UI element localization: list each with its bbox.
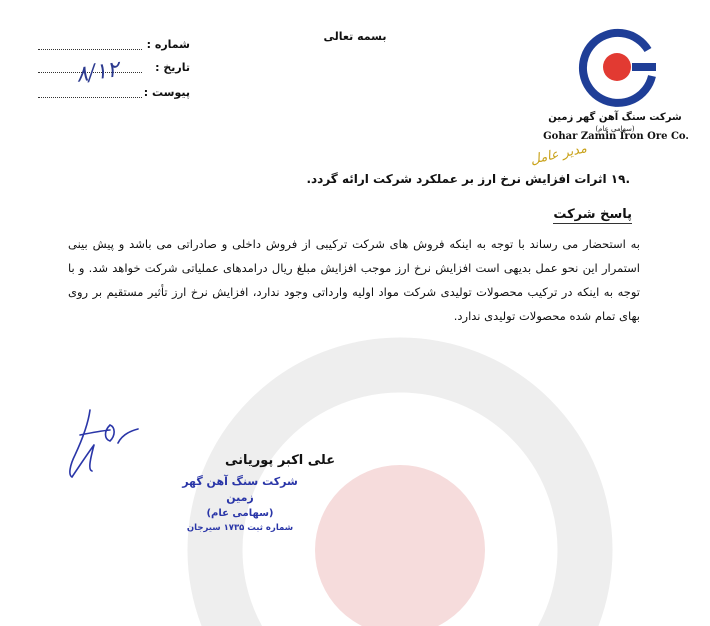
number-dots xyxy=(38,49,142,50)
number-field xyxy=(30,38,190,54)
watermark-dot xyxy=(315,465,485,626)
stamp-line-2: (سهامی عام) xyxy=(206,508,274,519)
stamp-line-1: شرکت سنگ آهن گهر زمین xyxy=(182,475,298,504)
basmala: بسمه تعالی xyxy=(323,30,387,43)
handwritten-note: مدیر عامل xyxy=(529,141,589,168)
number-label: شماره : xyxy=(146,38,190,51)
answer-body: به استحضار می رساند با توجه به اینکه فروش های شرکت ترکیبی از فروش داخلی و صادراتی می باشد و پیش بینی استمرار این نحو عمل بدیهی است افزایش نرخ ارز موجب افزایش مبلغ ریال درامدهای عملیاتی شرکت خواهد شد. و با توجه به اینکه در ترکیب محصولات تولیدی شرکت مواد اولیه وارداتی وجود ندارد، افزایش نرخ ارز تأثیر مستقیم بر روی بهای تمام شده محصولات تولیدی ندارد. xyxy=(68,237,640,323)
logo-bar xyxy=(632,63,656,71)
handwritten-signature xyxy=(60,405,150,485)
company-name-en: Gohar Zamin Iron Ore Co. xyxy=(543,131,689,142)
company-name-fa-suffix: (سهامی عام) xyxy=(595,125,635,133)
signer-name: علی اکبر پوریانی xyxy=(225,453,336,468)
question-text: .۱۹ اثرات افزایش نرخ ارز بر عملکرد شرکت ارائه گردد. xyxy=(306,172,630,186)
attachment-dots xyxy=(38,97,142,98)
company-name-fa-text: شرکت سنگ آهن گهر زمین xyxy=(548,112,682,123)
company-logo xyxy=(576,26,658,108)
date-label: تاریخ : xyxy=(155,61,190,74)
attachment-label: پیوست : xyxy=(143,86,190,99)
answer-title: پاسخ شرکت xyxy=(553,207,632,222)
stamp-line-3: شماره ثبت ۱۷۳۵ سیرجان xyxy=(186,523,294,533)
company-stamp xyxy=(170,474,310,535)
attachment-field xyxy=(30,86,190,102)
logo-red-dot xyxy=(603,53,631,81)
handwritten-date: ۸/۱۲ xyxy=(74,57,121,88)
